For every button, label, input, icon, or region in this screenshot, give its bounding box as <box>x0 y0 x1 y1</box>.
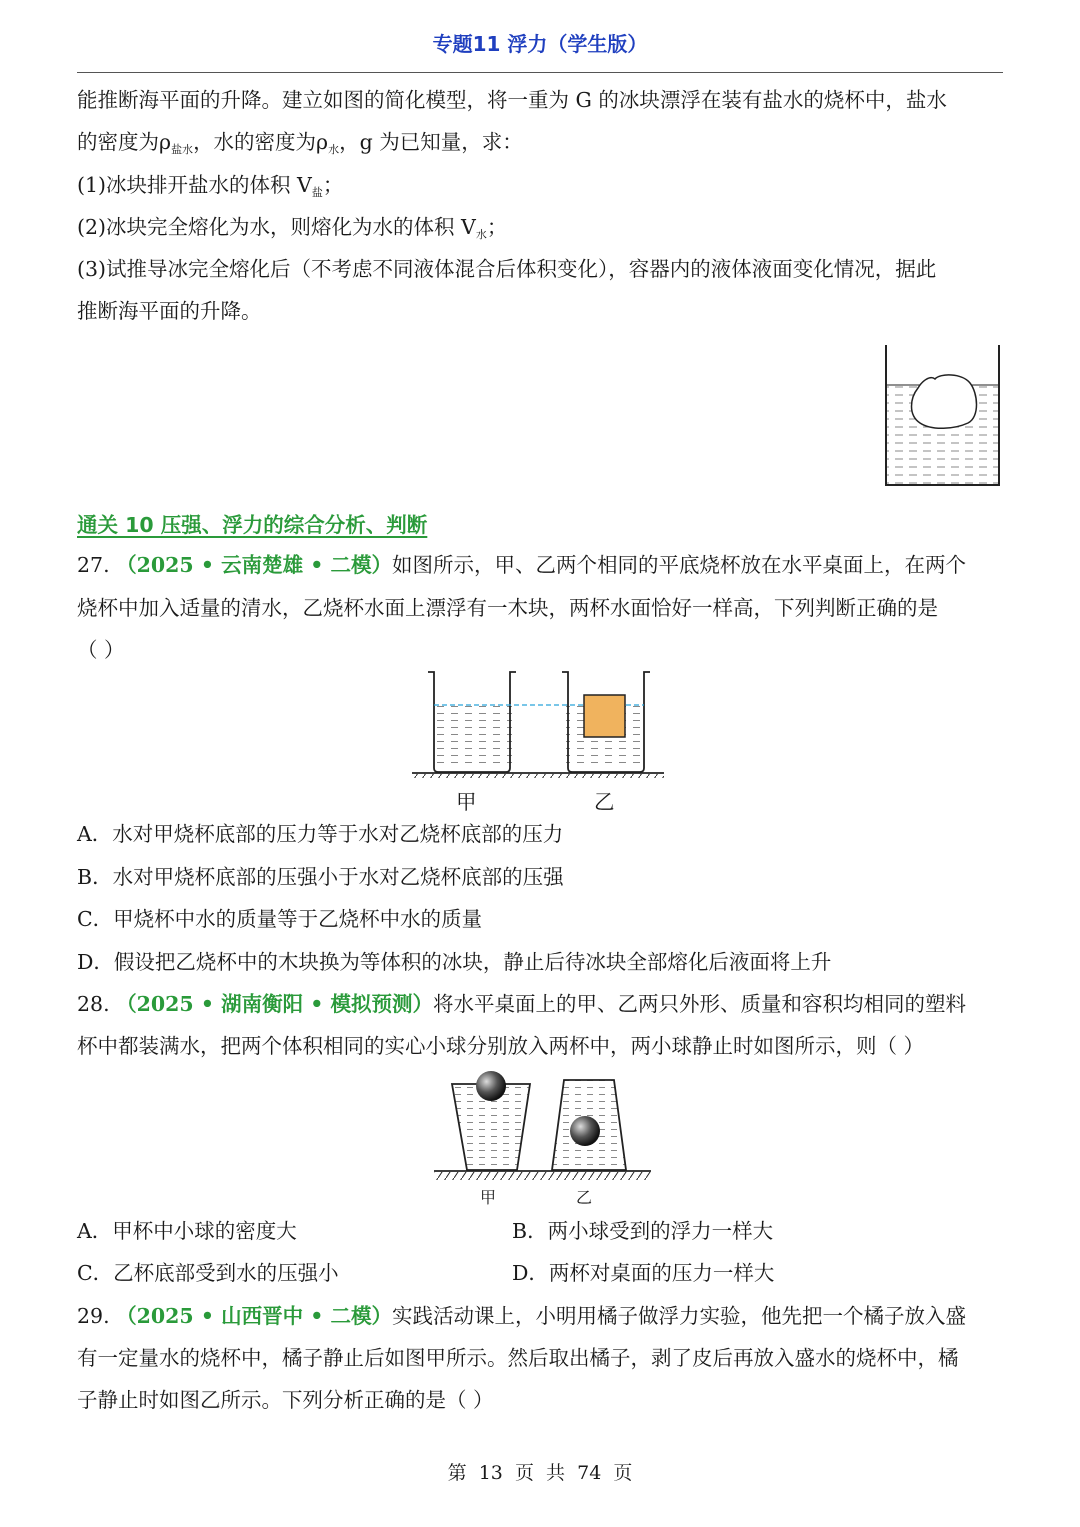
q28-option-d: D．两杯对桌面的压力一样大 <box>512 1261 775 1285</box>
q28-source: （2025 • 湖南衡阳 • 模拟预测） <box>116 992 433 1016</box>
q29-stem-line2: 有一定量水的烧杯中，橘子静止后如图甲所示。然后取出橘子，剥了皮后再放入盛水的烧杯中，橘 <box>77 1346 959 1370</box>
q26-part3-line1: (3)试推导冰完全熔化后（不考虑不同液体混合后体积变化），容器内的液体液面变化情况，据此 <box>77 257 937 281</box>
q27-option-c: C．甲烧杯中水的质量等于乙烧杯中水的质量 <box>77 907 483 931</box>
q26-text-line2: 的密度为$\rho_{盐水}$，水的密度为$\rho_水$，g 为已知量，求： <box>77 130 523 156</box>
q27-option-d: D．假设把乙烧杯中的木块换为等体积的冰块，静止后待冰块全部熔化后液面将上升 <box>77 950 832 974</box>
q27-beakers-figure <box>408 668 668 778</box>
q27-source: （2025 • 云南楚雄 • 二模） <box>116 553 392 577</box>
q26-part2: (2)冰块完全熔化为水，则熔化为水的体积 $V_水$； <box>77 215 508 241</box>
header-divider <box>77 72 1003 73</box>
q29-stem-line3: 子静止时如图乙所示。下列分析正确的是（ ） <box>77 1388 494 1412</box>
q26-part3-line2: 推断海平面的升降。 <box>77 299 262 323</box>
q27-answer-blank: （ ） <box>77 638 125 662</box>
q28-cups-figure <box>430 1070 655 1180</box>
q26-ice-beaker-figure <box>880 343 1005 491</box>
q26-part1: (1)冰块排开盐水的体积 $V_盐$； <box>77 173 344 199</box>
q28-fig-label-jia: 甲 <box>480 1188 497 1207</box>
q28-number: 28. <box>77 992 110 1016</box>
q28-option-b: B．两小球受到的浮力一样大 <box>512 1219 774 1243</box>
q27-stem-line1: 27. （2025 • 云南楚雄 • 二模）如图所示，甲、乙两个相同的平底烧杯放在水平桌面上，在两个 <box>77 553 966 577</box>
q29-number: 29. <box>77 1304 110 1328</box>
q28-option-a: A．甲杯中小球的密度大 <box>77 1219 297 1243</box>
q27-option-a: A．水对甲烧杯底部的压力等于水对乙烧杯底部的压力 <box>77 822 564 846</box>
q27-fig-label-yi: 乙 <box>594 790 615 814</box>
q26-text-line1: 能推断海平面的升降。建立如图的简化模型，将一重为 G 的冰块漂浮在装有盐水的烧杯中，盐水 <box>77 88 947 112</box>
q28-stem-line2: 杯中都装满水，把两个体积相同的实心小球分别放入两杯中，两小球静止时如图所示，则（ ） <box>77 1034 925 1058</box>
section-title: 通关 10 压强、浮力的综合分析、判断 <box>77 513 428 537</box>
q28-option-c: C．乙杯底部受到水的压强小 <box>77 1261 339 1285</box>
q28-fig-label-yi: 乙 <box>576 1188 593 1207</box>
page-header-title: 专题11 浮力（学生版） <box>432 32 648 56</box>
q29-stem-line1: 29. （2025 • 山西晋中 • 二模）实践活动课上，小明用橘子做浮力实验，他先把一个橘子放入盛 <box>77 1304 966 1328</box>
q27-number: 27. <box>77 553 110 577</box>
q27-stem-line2: 烧杯中加入适量的清水，乙烧杯水面上漂浮有一木块，两杯水面恰好一样高，下列判断正确的是 <box>77 596 938 620</box>
q29-source: （2025 • 山西晋中 • 二模） <box>116 1304 392 1328</box>
page-footer: 第 13 页 共 74 页 <box>447 1462 633 1484</box>
q27-option-b: B．水对甲烧杯底部的压强小于水对乙烧杯底部的压强 <box>77 865 564 889</box>
q27-fig-label-jia: 甲 <box>456 790 477 814</box>
q28-stem-line1: 28. （2025 • 湖南衡阳 • 模拟预测）将水平桌面上的甲、乙两只外形、质量和容积均相同的塑料 <box>77 992 966 1016</box>
